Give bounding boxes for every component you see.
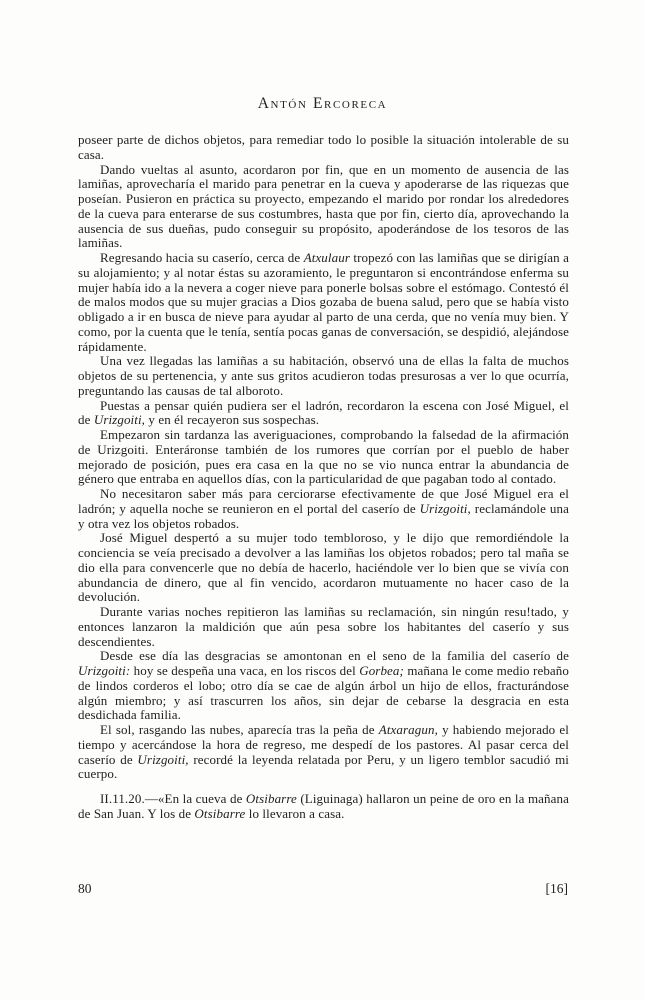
paragraph <box>78 531 569 605</box>
text-run: Desde ese día las desgracias se amontonan en el seno de la familia del caserío de <box>100 648 569 664</box>
text-run: II.11.20.—«En la cueva de <box>100 791 246 806</box>
text-run: El sol, rasgando las nubes, aparecía tras la peña de <box>100 722 379 737</box>
paragraph <box>78 487 569 531</box>
text-run: y habiendo mejorado el tiempo y acercándose la hora de regreso, me despedí de los pastores. Al pasar cerca del caserío de <box>78 722 569 767</box>
text-run: hoy se despeña una vaca, en los riscos del <box>130 663 360 678</box>
text-run: mañana le come medio rebaño de lindos corderos el lobo; otro día se cae de algún árbol un hijo de ellos, fracturándose algún miembro; y así trascurren los años, sin dejar de cebarse la desgracia en esta desdichada familia. <box>78 663 569 723</box>
paragraph <box>78 251 569 354</box>
paragraph <box>78 399 569 429</box>
text-run: lo llevaron a casa. <box>245 805 345 821</box>
text-run: (Liguinaga) hallaron un peine de oro en la mañana de San Juan. Y los de <box>78 791 569 821</box>
italic-term: Urizgoiti, <box>419 500 471 516</box>
text-run: Dando vueltas al asunto, acordaron por fin, que en un momento de ausencia de las lamiñas, aprovecharía el marido para penetrar en la cueva y apoderarse de las riquezas que poseían. Pusieron en práctica su proyecto, empezando el marido por rondar los alrededores de la cueva para enterarse de sus costumbres, hasta que por fin, cierto día, aprovechando la ausencia de sus dueñas, pudo conseguir su propósito, apoderándose de los tesoros de las lamiñas. <box>78 161 569 251</box>
italic-term: Urizgoiti: <box>78 663 131 678</box>
paragraph <box>78 354 569 398</box>
running-head-author: Antón Ercoreca <box>257 95 388 112</box>
text-run: poseer parte de dichos objetos, para remediar todo lo posible la situación intolerable de su casa. <box>78 132 569 162</box>
italic-term: Atxulaur <box>303 250 350 265</box>
italic-term: Urizgoiti, <box>93 412 146 428</box>
paragraph <box>78 163 569 252</box>
italic-term: Gorbea; <box>359 663 404 678</box>
text-run: y en él recayeron sus sospechas. <box>145 412 320 428</box>
text-run: reclamándole una y otra vez los objetos robados. <box>78 500 569 531</box>
paragraph <box>78 133 569 163</box>
text-run: Una vez llegadas las lamiñas a su habitación, observó una de ellas la falta de muchos objetos de su pertenencia, y ante sus gritos acudieron todas presurosas a ver lo que ocurría, preguntando las causas de tal alboroto. <box>78 353 569 398</box>
paragraph <box>78 428 569 487</box>
text-run: No necesitaron saber más para cerciorarse efectivamente de que José Miguel era el ladrón; y aquella noche se reunieron en el portal del caserío de <box>78 486 569 516</box>
text-run: Puestas a pensar quién pudiera ser el ladrón, recordaron la escena con José Miguel, el de <box>78 397 569 428</box>
italic-term: Otsibarre <box>194 805 246 821</box>
paragraph <box>78 792 569 822</box>
text-run: Empezaron sin tardanza las averiguaciones, comprobando la falsedad de la afirmación de Urizgoiti. Enteráronse también de los rumores que corrían por el pueblo de haber mejorado de posición, pues era casa en la que no se vio nunca entrar la abundancia de género que entraba en aquellos días, con la particularidad de que pagaban todo al contado. <box>78 427 569 487</box>
text-run: recordé la leyenda relatada por Peru, y un ligero temblor sacudió mi cuerpo. <box>78 751 569 782</box>
text-run: tropezó con las lamiñas que se dirigían a su alojamiento; y al notar éstas su azoramiento, le preguntaron si encontrándose enferma su mujer había ido a la nevera a coger nieve para ponerle bolsas sobre el estómago. Contestó él de malos modos que su mujer gracias a Dios gozaba de buena salud, pero que se había visto obligado a ir en busca de nieve para ayudar al parto de una cerda, que no venía muy bien. Y como, por la cuenta que le tenía, sentía pocas ganas de conversación, se despidió, alejándose rápidamente. <box>78 250 569 354</box>
footer-bracket-number: [16] <box>545 881 568 896</box>
text-block <box>78 133 569 822</box>
text-run: José Miguel despertó a su mujer todo tembloroso, y le dijo que remordiéndole la conciencia se veía precisado a devolver a las lamiñas los objetos robados; pero tal maña se dio ella para convencerle que no debía de hacerlo, haciéndole ver lo bien que se vivía con abundancia de dinero, que al fin vencido, acordaron mutuamente no hacer caso de la devolución. <box>78 530 569 605</box>
paragraph <box>78 723 569 782</box>
italic-term: Urizgoiti, <box>137 751 189 767</box>
text-run: Regresando hacia su caserío, cerca de <box>100 250 304 265</box>
footer-page-number: 80 <box>78 881 92 896</box>
paragraph <box>78 649 569 723</box>
paragraph <box>78 605 569 649</box>
italic-term: Atxaragun, <box>378 722 438 737</box>
text-run: Durante varias noches repitieron las lamiñas su reclamación, sin ningún resu!tado, y entonces lanzaron la maldición que aún pesa sobre los habitantes del caserío y sus descendientes. <box>78 604 569 649</box>
italic-term: Otsibarre <box>245 791 297 806</box>
